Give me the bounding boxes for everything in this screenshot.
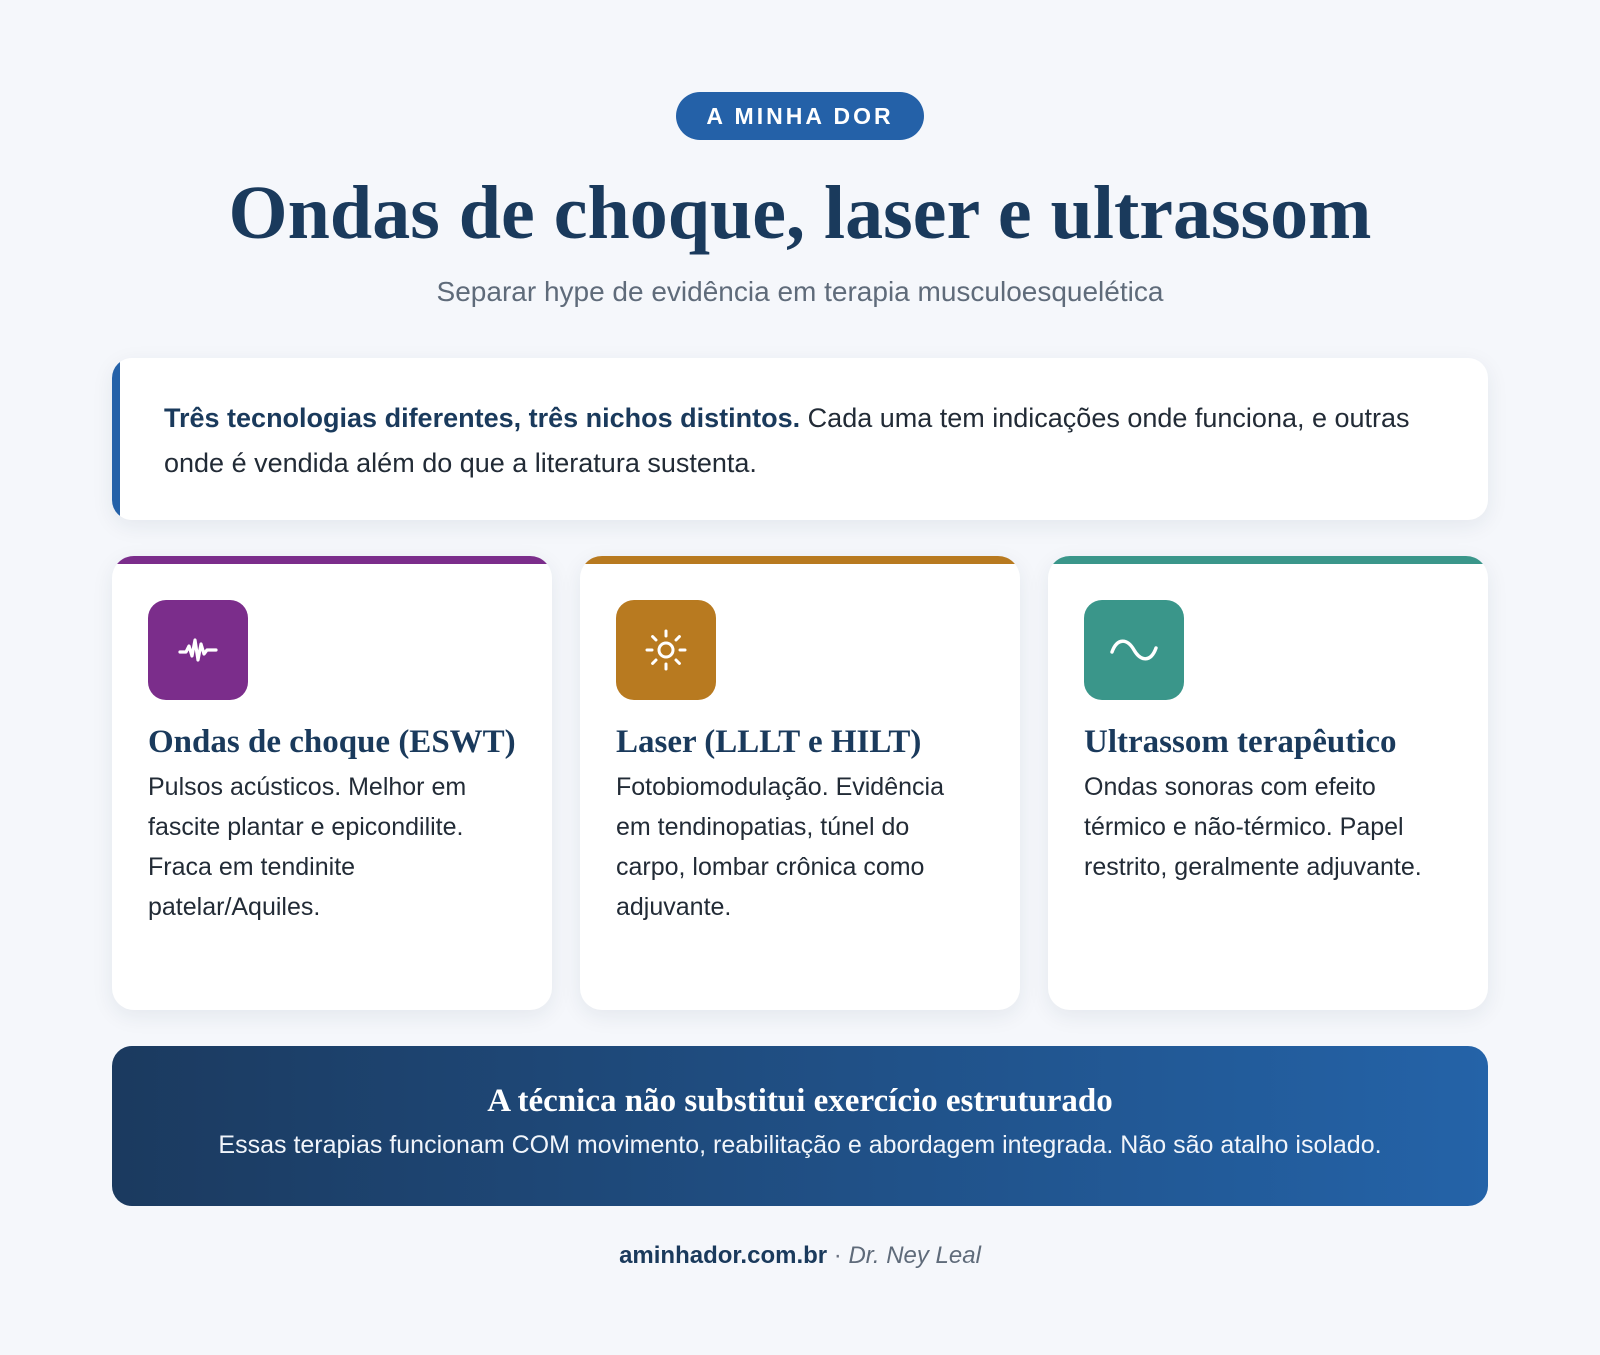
banner-text: Essas terapias funcionam COM movimento, reabilitação e abordagem integrada. Não são atalho isolado. (218, 1131, 1382, 1159)
card-laser (580, 556, 1020, 1010)
key-message-banner (112, 1046, 1488, 1206)
page-subtitle: Separar hype de evidência em terapia musculoesquelética (436, 276, 1164, 307)
therapy-cards (112, 556, 1488, 1010)
footer-site-link[interactable]: aminhador.com.br (619, 1242, 828, 1269)
card-text: Ondas sonoras com efeito térmico e não-térmico. Papel restrito, geralmente adjuvante. (1084, 773, 1422, 881)
sine-wave-icon (1084, 600, 1184, 700)
card-text: Fotobiomodulação. Evidência em tendinopatias, túnel do carpo, lombar crônica como adjuvante. (616, 773, 944, 921)
footer (0, 1240, 1600, 1272)
pulse-wave-icon (148, 600, 248, 700)
card-eswt (112, 556, 552, 1010)
intro-text (164, 396, 1418, 486)
banner-title: A técnica não substitui exercício estruturado (487, 1083, 1113, 1119)
card-ultrasound (1048, 556, 1488, 1010)
intro-callout (112, 358, 1488, 520)
card-title: Ultrassom terapêutico (1084, 724, 1397, 760)
footer-author: Dr. Ney Leal (848, 1242, 981, 1269)
footer-separator: · (827, 1242, 849, 1269)
card-title: Ondas de choque (ESWT) (148, 724, 516, 760)
page-title: Ondas de choque, laser e ultrassom (228, 171, 1372, 255)
card-text: Pulsos acústicos. Melhor em fascite plantar e epicondilite. Fraca em tendinite patelar/Aquiles. (148, 773, 467, 921)
sun-icon (616, 600, 716, 700)
badge-container (0, 92, 1600, 140)
card-title: Laser (LLLT e HILT) (616, 724, 922, 760)
category-badge: A MINHA DOR (676, 92, 923, 140)
intro-bold: Três tecnologias diferentes, três nichos distintos. (164, 403, 801, 433)
intro-body: Cada uma tem indicações onde funciona, e outras onde é vendida além do que a literatura sustenta. (164, 403, 1410, 478)
